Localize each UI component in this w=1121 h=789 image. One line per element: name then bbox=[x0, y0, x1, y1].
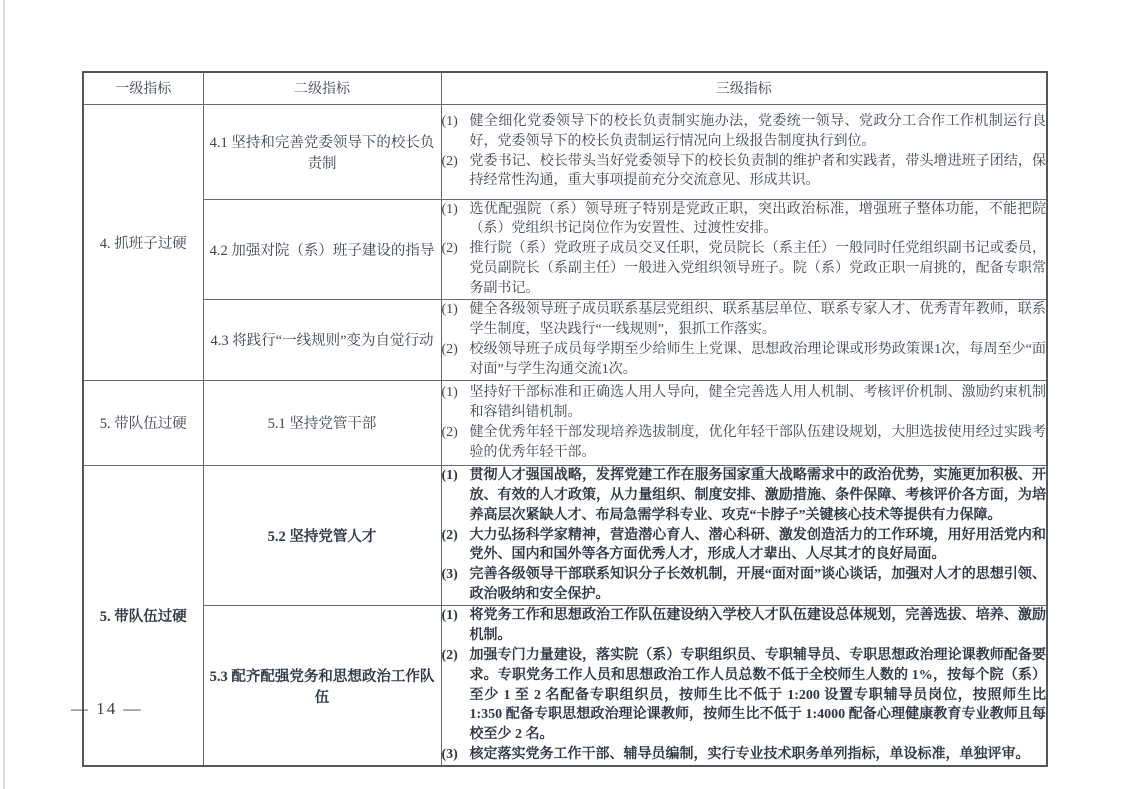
indicator-item bbox=[442, 200, 1047, 240]
item-text: 加强专门力量建设，落实院（系）专职组织员、专职辅导员、专职思想政治理论课教师配备要求。专职党务工作人员和思想政治工作人员总数不低于全校师生人数的 1%，按每个院（系）至少 1 至 2 名配备专职组织员，按师生比不低于 1:200 设置专职辅导员岗位，按照师生比 1:350 配备专职思想政治理论课教师，按师生比不低于 1:4000 配备心理健康教育专业教师且每校至少 2 名。 bbox=[469, 647, 1046, 743]
tertiary-indicator-cell bbox=[441, 299, 1047, 380]
indicator-item bbox=[442, 423, 1047, 463]
item-marker: (2) bbox=[441, 153, 458, 169]
secondary-indicator-cell: 4.1 坚持和完善党委领导下的校长负责制 bbox=[203, 104, 441, 199]
item-marker: (2) bbox=[441, 424, 458, 440]
item-marker: (1) bbox=[441, 608, 458, 623]
indicator-item bbox=[442, 152, 1047, 192]
table-row bbox=[83, 299, 1047, 380]
indicator-item bbox=[442, 526, 1047, 566]
item-text: 坚持好干部标准和正确选人用人导向，健全完善选人用人机制、考核评价机制、激励约束机制和容错纠错机制。 bbox=[469, 385, 1046, 420]
table-row bbox=[83, 606, 1047, 767]
indicator-item bbox=[442, 300, 1047, 340]
item-marker: (1) bbox=[441, 467, 458, 483]
header-tertiary-indicator: 三级指标 bbox=[441, 72, 1047, 104]
indicator-item bbox=[442, 112, 1047, 152]
secondary-indicator-cell: 4.3 将践行“一线规则”变为自觉行动 bbox=[203, 299, 441, 380]
table-header-row bbox=[83, 72, 1047, 104]
item-text: 将党务工作和思想政治工作队伍建设纳入学校人才队伍建设总体规划，完善选拔、培养、激励机制。 bbox=[469, 608, 1046, 643]
item-marker: (3) bbox=[441, 567, 458, 583]
indicator-table bbox=[82, 71, 1048, 767]
table-row bbox=[83, 380, 1047, 465]
item-text: 校级领导班子成员每学期至少给师生上党课、思想政治理论课或形势政策课1次，每周至少“面对面”与学生沟通交流1次。 bbox=[469, 341, 1046, 377]
secondary-indicator-cell: 4.2 加强对院（系）班子建设的指导 bbox=[203, 199, 441, 299]
indicator-item bbox=[442, 606, 1047, 646]
item-marker: (3) bbox=[441, 747, 458, 763]
secondary-indicator-cell: 5.3 配齐配强党务和思想政治工作队伍 bbox=[203, 606, 441, 767]
item-marker: (2) bbox=[441, 647, 458, 663]
indicator-item bbox=[442, 745, 1047, 765]
tertiary-indicator-cell bbox=[441, 606, 1047, 767]
table-row bbox=[83, 199, 1047, 299]
item-marker: (1) bbox=[441, 385, 458, 401]
indicator-item bbox=[442, 340, 1047, 380]
item-marker: (1) bbox=[441, 201, 458, 217]
tertiary-indicator-cell bbox=[441, 104, 1047, 199]
tertiary-indicator-cell bbox=[441, 380, 1047, 465]
item-marker: (1) bbox=[441, 113, 458, 129]
item-text: 党委书记、校长带头当好党委领导下的校长负责制的维护者和实践者，带头增进班子团结，保持经常性沟通，重大事项提前充分交流意见、形成共识。 bbox=[469, 153, 1046, 189]
indicator-item bbox=[442, 646, 1047, 745]
scan-page-edge bbox=[3, 0, 5, 789]
primary-indicator-cell: 4. 抓班子过硬 bbox=[83, 104, 203, 380]
header-primary-indicator: 一级指标 bbox=[83, 72, 203, 104]
tertiary-indicator-cell bbox=[441, 199, 1047, 299]
item-marker: (1) bbox=[441, 302, 458, 318]
page-number: — 14 — bbox=[71, 699, 143, 718]
item-text: 推行院（系）党政班子成员交叉任职，党员院长（系主任）一般同时任党组织副书记或委员，党员副院长（系副主任）一般进入党组织领导班子。院（系）党政正职一肩挑的，配备专职常务副书记。 bbox=[469, 241, 1046, 296]
item-text: 健全细化党委领导下的校长负责制实施办法，党委统一领导、党政分工合作工作机制运行良好，党委领导下的校长负责制运行情况向上级报告制度执行到位。 bbox=[469, 113, 1046, 149]
item-marker: (2) bbox=[441, 241, 458, 257]
item-text: 健全各级领导班子成员联系基层党组织、联系基层单位、联系专家人才、优秀青年教师，联系学生制度，坚决践行“一线规则”，狠抓工作落实。 bbox=[469, 302, 1046, 337]
header-secondary-indicator: 二级指标 bbox=[203, 72, 441, 104]
item-marker: (2) bbox=[441, 527, 458, 543]
indicator-item bbox=[442, 239, 1047, 299]
secondary-indicator-cell: 5.1 坚持党管干部 bbox=[203, 380, 441, 465]
indicator-item bbox=[442, 383, 1047, 423]
item-text: 健全优秀年轻干部发现培养选拔制度，优化年轻干部队伍建设规划，大胆选拔使用经过实践考验的优秀年轻干部。 bbox=[469, 424, 1046, 460]
indicator-item bbox=[442, 565, 1047, 605]
item-text: 贯彻人才强国战略，发挥党建工作在服务国家重大战略需求中的政治优势，实施更加积极、开放、有效的人才政策，从力量组织、制度安排、激励措施、条件保障、考核评价各方面，为培养高层次紧缺人才、布局急需学科专业、攻克“卡脖子”关键核心技术等提供有力保障。 bbox=[469, 467, 1046, 523]
item-text: 选优配强院（系）领导班子特别是党政正职，突出政治标准，增强班子整体功能，不能把院（系）党组织书记岗位作为安置性、过渡性安排。 bbox=[469, 201, 1046, 237]
primary-indicator-cell: 5. 带队伍过硬 bbox=[83, 380, 203, 465]
table-row bbox=[83, 104, 1047, 199]
tertiary-indicator-cell bbox=[441, 465, 1047, 605]
indicator-item bbox=[442, 466, 1047, 526]
item-marker: (2) bbox=[441, 341, 458, 357]
table-row bbox=[83, 465, 1047, 605]
primary-indicator-cell: 5. 带队伍过硬 bbox=[83, 465, 203, 766]
item-text: 核定落实党务工作干部、辅导员编制，实行专业技术职务单列指标，单设标准，单独评审。 bbox=[469, 747, 1030, 763]
item-text: 大力弘扬科学家精神，营造潜心育人、潜心科研、激发创造活力的工作环境，用好用活党内和党外、国内和国外等各方面优秀人才，形成人才辈出、人尽其才的良好局面。 bbox=[469, 527, 1046, 563]
secondary-indicator-cell: 5.2 坚持党管人才 bbox=[203, 465, 441, 605]
item-text: 完善各级领导干部联系知识分子长效机制，开展“面对面”谈心谈话，加强对人才的思想引领、政治吸纳和安全保护。 bbox=[469, 567, 1046, 603]
